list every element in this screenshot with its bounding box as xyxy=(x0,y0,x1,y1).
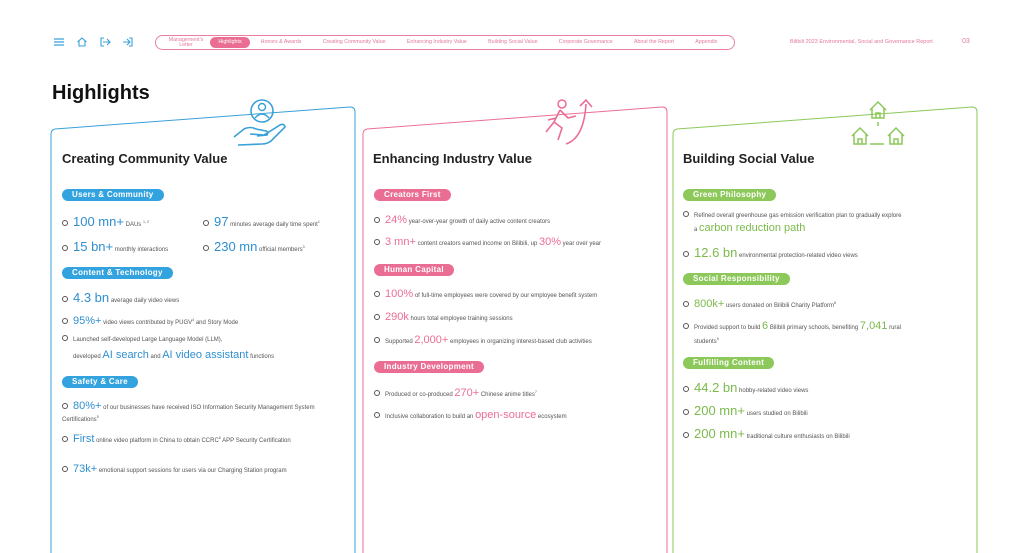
open-source-pre: Inclusive collaboration to build an xyxy=(385,414,474,420)
bullet-icon xyxy=(374,337,380,343)
bullet-icon xyxy=(62,403,68,409)
tab-enhancing-industry-value[interactable]: Enhancing Industry Value xyxy=(406,39,467,45)
growth-text: year-over-year growth of daily active content creators xyxy=(408,219,551,225)
creators-first-label: Creators First xyxy=(374,189,451,201)
bullet-icon xyxy=(203,245,209,251)
ai-search: AI search xyxy=(102,349,149,361)
page-title: Highlights xyxy=(52,82,150,104)
bullet-icon xyxy=(683,386,689,392)
hobby-text: hobby-related video views xyxy=(739,388,809,394)
hobby-views-stat xyxy=(683,380,809,396)
minutes-footnote: 1 xyxy=(317,220,320,224)
ai-and: and xyxy=(150,354,161,360)
pugv-text: video views contributed by PUGV xyxy=(103,320,193,326)
creators-growth-stat xyxy=(374,216,550,227)
env-views-number: 12.6 bn xyxy=(694,245,738,260)
report-title: Bilibili 2023 Environmental, Social and Governance Report xyxy=(790,39,933,45)
charging-text: emotional support sessions for users via our Charging Station program xyxy=(98,468,287,474)
carbon-path-line xyxy=(694,224,805,235)
club-number: 2,000+ xyxy=(414,334,449,346)
charging-number: 73k+ xyxy=(73,463,98,475)
anime-footnote: 7 xyxy=(534,390,537,394)
bullet-icon xyxy=(683,432,689,438)
tab-honors-awards[interactable]: Honors & Awards xyxy=(260,39,302,45)
iso-footnote: 5 xyxy=(96,415,99,419)
bullet-icon xyxy=(683,323,689,329)
community-title: Creating Community Value xyxy=(62,151,228,166)
benefit-stat xyxy=(374,290,597,301)
bullet-icon xyxy=(683,301,689,307)
bullet-icon xyxy=(683,211,689,217)
minutes-text: minutes average daily time spent xyxy=(230,222,318,228)
official-members-stat xyxy=(203,239,305,255)
students-number: 7,041 xyxy=(859,320,888,332)
bullet-icon xyxy=(374,239,380,245)
carbon-reduction-path: carbon reduction path xyxy=(699,222,806,234)
bullet-icon xyxy=(62,466,68,472)
creators-earned-stat xyxy=(374,238,601,249)
bullet-icon xyxy=(683,251,689,257)
official-text: official members xyxy=(259,247,303,253)
bullet-icon xyxy=(62,335,68,341)
safety-care-label: Safety & Care xyxy=(62,376,138,388)
donation-footnote: 8 xyxy=(834,301,837,305)
ai-functions-line xyxy=(73,351,274,362)
industry-title: Enhancing Industry Value xyxy=(373,151,532,166)
first-number: First xyxy=(73,433,95,445)
iso-stat xyxy=(62,402,317,425)
earned-text: content creators earned income on Bilibili, up xyxy=(417,241,538,247)
bullet-icon xyxy=(62,296,68,302)
bullet-icon xyxy=(374,390,380,396)
tab-building-social-value[interactable]: Building Social Value xyxy=(488,39,538,45)
first-text: online video platform in China to obtain CCRC xyxy=(96,438,219,444)
bullet-icon xyxy=(374,217,380,223)
studied-stat xyxy=(683,403,808,419)
anime-number: 270+ xyxy=(454,387,480,399)
club-pre: Supported xyxy=(385,339,413,345)
benefit-text: of full-time employees were covered by our employee benefit system xyxy=(414,293,598,299)
houses-community-icon xyxy=(848,96,908,152)
bullet-icon xyxy=(62,245,68,251)
video-views-text: average daily video views xyxy=(110,298,180,304)
club-stat xyxy=(374,336,592,347)
traditional-text: traditional culture enthusiasts on Bilibili xyxy=(746,434,850,440)
traditional-culture-stat xyxy=(683,426,850,442)
ai-pre: developed xyxy=(73,354,101,360)
official-footnote: 3 xyxy=(302,245,305,249)
bullet-icon xyxy=(374,412,380,418)
community-card xyxy=(50,0,355,553)
ai-post: functions xyxy=(250,354,275,360)
social-responsibility-label: Social Responsibility xyxy=(683,273,790,285)
iso-text: of our businesses have received ISO Information Security Management System Certifications xyxy=(62,405,315,423)
tab-corporate-governance[interactable]: Corporate Governance xyxy=(558,39,613,45)
anime-pre: Produced or co-produced xyxy=(385,392,453,398)
ghg-stat xyxy=(683,212,901,221)
earned-number-2: 30% xyxy=(538,236,561,248)
schools-number: 6 xyxy=(762,320,769,332)
page-number: 03 xyxy=(962,38,970,45)
dau-footnote: 1, 2 xyxy=(142,220,149,224)
official-number: 230 mn xyxy=(214,239,258,254)
interactions-number: 15 bn+ xyxy=(73,239,114,254)
charging-station-stat xyxy=(62,465,302,476)
llm-stat xyxy=(62,336,222,345)
earned-text-2: year over year xyxy=(562,241,602,247)
ghg-text: Refined overall greenhouse gas emission verification plan to gradually explore xyxy=(694,213,902,219)
training-number: 290k xyxy=(385,311,409,323)
social-title: Building Social Value xyxy=(683,151,815,166)
open-source-number: open-source xyxy=(475,409,537,421)
ai-video-assistant: AI video assistant xyxy=(162,349,249,361)
dau-number: 100 mn+ xyxy=(73,214,124,229)
interactions-stat xyxy=(62,239,169,255)
anime-stat xyxy=(374,388,537,400)
tab-appendix[interactable]: Appendix xyxy=(695,39,718,45)
students-line xyxy=(694,335,719,347)
open-source-text: ecosystem xyxy=(537,414,567,420)
minutes-stat xyxy=(203,214,320,230)
bullet-icon xyxy=(62,436,68,442)
video-views-stat xyxy=(62,290,180,306)
helping-hand-icon xyxy=(230,97,290,153)
fulfilling-content-label: Fulfilling Content xyxy=(683,357,774,369)
bullet-icon xyxy=(62,318,68,324)
donation-stat xyxy=(683,299,836,311)
bullet-icon xyxy=(62,220,68,226)
interactions-text: monthly interactions xyxy=(114,247,169,253)
social-card xyxy=(672,0,977,553)
traditional-number: 200 mn+ xyxy=(694,426,745,441)
club-text: employees in organizing interest-based club activities xyxy=(450,339,592,345)
anime-text: Chinese anime titles xyxy=(480,392,535,398)
earned-number: 3 mn+ xyxy=(385,236,416,248)
industry-card-frame xyxy=(362,0,672,553)
students-footnote: 9 xyxy=(716,337,719,341)
carbon-pre: a xyxy=(694,227,698,233)
bullet-icon xyxy=(374,314,380,320)
users-community-label: Users & Community xyxy=(62,189,164,201)
runner-growth-icon xyxy=(542,96,596,150)
schools-post: rural xyxy=(889,325,902,331)
open-source-stat xyxy=(374,411,567,422)
first-footnote: 6 xyxy=(218,436,221,440)
pugv-text-2: and Story Mode xyxy=(195,320,239,326)
bullet-icon xyxy=(203,220,209,226)
benefit-number: 100% xyxy=(385,288,414,300)
growth-number: 24% xyxy=(385,214,408,226)
bullet-icon xyxy=(683,409,689,415)
dau-stat xyxy=(62,214,149,230)
training-stat xyxy=(374,313,513,324)
tab-highlights[interactable]: Highlights xyxy=(210,37,250,48)
studied-number: 200 mn+ xyxy=(694,403,745,418)
donation-number: 800k+ xyxy=(694,298,725,310)
schools-pre: Provided support to build xyxy=(694,325,761,331)
green-philosophy-label: Green Philosophy xyxy=(683,189,776,201)
pugv-stat xyxy=(62,316,238,328)
pugv-footnote: 4 xyxy=(192,318,195,322)
video-views-number: 4.3 bn xyxy=(73,290,110,305)
tab-creating-community-value[interactable]: Creating Community Value xyxy=(322,39,386,45)
env-views-stat xyxy=(683,245,858,261)
hobby-number: 44.2 bn xyxy=(694,380,738,395)
industry-card xyxy=(362,0,667,553)
first-platform-stat xyxy=(62,434,317,446)
tab-managements-letter[interactable]: Management's Letter xyxy=(168,36,204,48)
training-text: hours total employee training sessions xyxy=(410,316,513,322)
iso-number: 80%+ xyxy=(73,400,102,412)
schools-stat xyxy=(683,322,901,333)
llm-text: Launched self-developed Large Language Model (LLM), xyxy=(73,337,223,343)
dau-text: DAUs xyxy=(125,222,142,228)
schools-mid: Bilibili primary schools, benefiting xyxy=(769,325,859,331)
studied-text: users studied on Bilibili xyxy=(746,411,808,417)
content-technology-label: Content & Technology xyxy=(62,267,173,279)
bullet-icon xyxy=(374,291,380,297)
env-views-text: environmental protection-related video views xyxy=(739,253,858,259)
human-capital-label: Human Capital xyxy=(374,264,454,276)
industry-development-label: Industry Development xyxy=(374,361,484,373)
pugv-number: 95%+ xyxy=(73,315,102,327)
donation-text: users donated on Bilibili Charity Platform xyxy=(725,303,835,309)
minutes-number: 97 xyxy=(214,214,229,229)
tab-about-the-report[interactable]: About the Report xyxy=(633,39,674,45)
first-text-2: APP Security Certification xyxy=(222,438,291,444)
students-text: students xyxy=(694,339,717,345)
